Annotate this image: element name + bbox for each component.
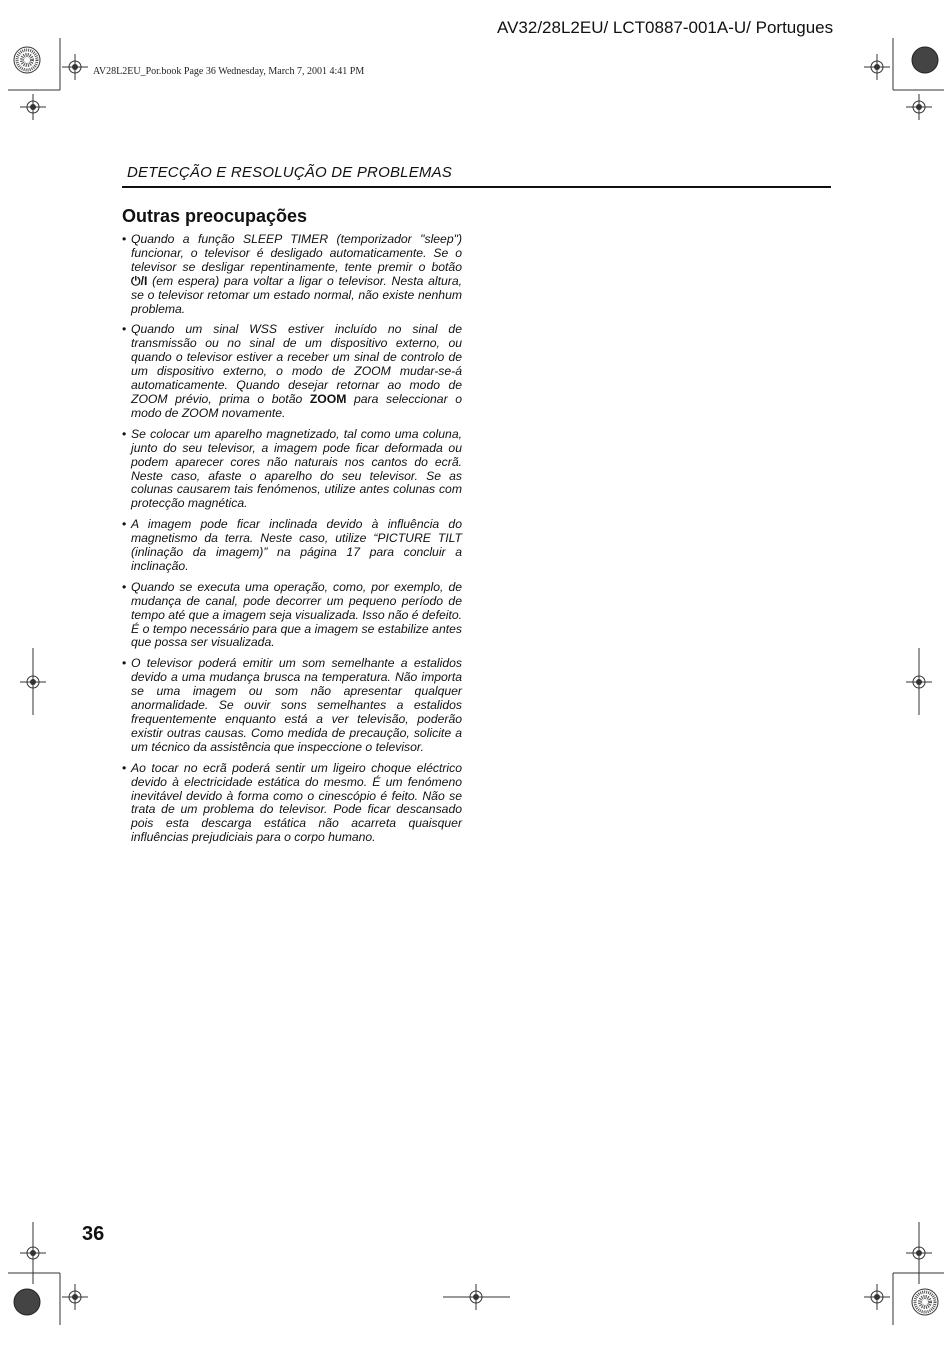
registration-target-icon bbox=[906, 94, 932, 120]
bullet-text: O televisor poderá emitir um som semelhante a estalidos devido a uma mudança brusca na temperatura. Não importa se uma imagem ou som não apresentar qualquer anormalidade. Se ouvir sons semelhantes a estalidos frequentemente enquanto está a ver televisão, poderão existir outras causas. Como medida de precaução, solicite a um técnico da assistência que inspeccione o televisor. bbox=[131, 656, 462, 754]
registration-target-icon bbox=[906, 1222, 932, 1284]
registration-target-icon bbox=[864, 1284, 890, 1310]
registration-mark-icon bbox=[14, 1289, 40, 1315]
bullet-text: Quando um sinal WSS estiver incluído no sinal de transmissão ou no sinal de um dispositivo externo, ou quando o televisor estiver a receber um sinal de controlo de um dispositivo externo, o modo de ZOOM mudar-se-á automaticamente. Quando desejar retornar ao modo de ZOOM prévio, prima o botão bbox=[131, 322, 462, 406]
page-number: 36 bbox=[82, 1223, 105, 1245]
power-standby-icon: ⏻/I bbox=[131, 273, 148, 288]
section-title: DETECÇÃO E RESOLUÇÃO DE PROBLEMAS bbox=[127, 164, 453, 181]
registration-target-icon bbox=[20, 648, 46, 715]
bullet-text: Quando a função SLEEP TIMER (temporizador "sleep") funcionar, o televisor é desligado automaticamente. Se o televisor se desligar repentinamente, tente premir o botão bbox=[131, 232, 462, 274]
bullet-text: (em espera) para voltar a ligar o televisor. Nesta altura, se o televisor retomar um estado normal, não existe nenhum problema. bbox=[131, 273, 462, 316]
document-code: AV32/28L2EU/ LCT0887-001A-U/ Portugues bbox=[497, 18, 834, 37]
bullet-icon: • bbox=[122, 579, 127, 594]
registration-mark-icon bbox=[912, 47, 938, 73]
page-heading: Outras preocupações bbox=[122, 206, 308, 226]
bullet-icon: • bbox=[122, 426, 127, 441]
registration-target-icon bbox=[62, 54, 88, 80]
zoom-button-label: ZOOM bbox=[309, 391, 347, 406]
bullet-text: para seleccionar o modo de ZOOM novamente. bbox=[131, 391, 462, 420]
bullet-icon: • bbox=[122, 322, 127, 337]
bullet-icon: • bbox=[122, 517, 127, 532]
registration-target-icon bbox=[443, 1284, 510, 1310]
bullet-text: Ao tocar no ecrã poderá sentir um ligeiro choque eléctrico devido à electricidade estática do mesmo. É um fenómeno inevitável devido à forma como o cinescópio é feito. Não se trata de um problema do televisor. Pode ficar descansado pois esta descarga estática não acarreta quaisquer influências prejudiciais para o corpo humano. bbox=[131, 760, 462, 845]
registration-target-icon bbox=[864, 54, 890, 80]
registration-mark-icon bbox=[14, 47, 40, 73]
bullet-text: Se colocar um aparelho magnetizado, tal como uma coluna, junto do seu televisor, a imagem pode ficar deformada ou podem aparecer cores não naturais nos cantos do ecrã. Neste caso, afaste o aparelho do seu televisor. Se as colunas causarem tais fenómenos, utilize antes colunas com protecção magnética. bbox=[131, 426, 462, 511]
book-info: AV28L2EU_Por.book Page 36 Wednesday, March 7, 2001 4:41 PM bbox=[93, 66, 365, 77]
registration-target-icon bbox=[906, 648, 932, 715]
bullet-text: A imagem pode ficar inclinada devido à influência do magnetismo da terra. Neste caso, utilize “PICTURE TILT (inlinação da imagem)” na página 17 para concluir a inclinação. bbox=[131, 517, 462, 573]
bullet-icon: • bbox=[122, 760, 127, 775]
bullet-icon: • bbox=[122, 656, 127, 671]
bullet-text: Quando se executa uma operação, como, por exemplo, de mudança de canal, pode decorrer um pequeno período de tempo até que a imagem seja visualizada. Isso não é defeito. É o tempo necessário para que a imagem se estabilize antes que possa ser visualizada. bbox=[131, 579, 462, 650]
registration-target-icon bbox=[20, 1222, 46, 1284]
bullet-icon: • bbox=[122, 232, 127, 246]
registration-mark-icon bbox=[912, 1289, 938, 1315]
registration-target-icon bbox=[20, 94, 46, 120]
registration-target-icon bbox=[62, 1284, 88, 1310]
